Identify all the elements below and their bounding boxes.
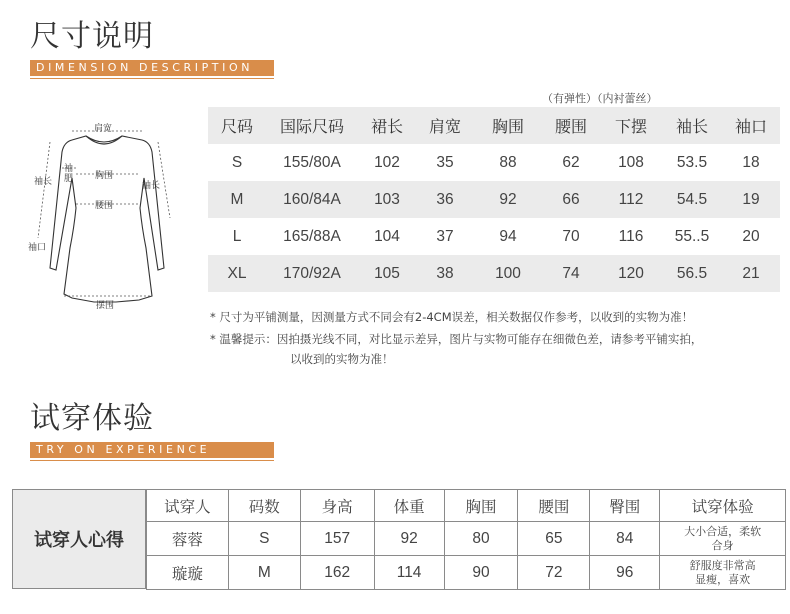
tryon-table-wrap [12, 489, 786, 589]
size-cell: 120 [600, 255, 662, 292]
tryon-title: 试穿体验 [30, 401, 154, 436]
tryon-cell-name: 璇璇 [147, 556, 229, 590]
tryon-cell-weight: 114 [374, 556, 444, 590]
size-header-cell: 袖长 [662, 107, 722, 144]
size-cell: 88 [499, 153, 517, 171]
tryon-cell-chest: 90 [444, 556, 518, 590]
size-cell: 160/84A [266, 181, 358, 218]
tryon-header-cell: 体重 [374, 490, 444, 522]
size-cell: 170/92A [266, 255, 358, 292]
size-cell: M [208, 181, 266, 218]
size-header-cell: 腰围 [542, 107, 600, 144]
size-cell: 165/88A [283, 227, 341, 245]
tryon-feel-line: 合身 [711, 539, 734, 552]
size-cell: 19 [722, 181, 780, 218]
size-cell: XL [208, 255, 266, 292]
tryon-row-1 [147, 522, 786, 556]
sleeve-fat-label: 袖肥 [64, 164, 74, 184]
size-row-s [208, 144, 780, 181]
size-cell: 18 [742, 153, 760, 171]
tryon-feel-line: 大小合适，柔软 [684, 525, 762, 538]
size-header-cell: 裙长 [358, 107, 416, 144]
size-cell: 36 [416, 181, 474, 218]
tryon-cell-feel [660, 522, 786, 556]
size-cell: 116 [618, 227, 644, 245]
sleeve-length-label-right: 袖长 [142, 181, 161, 191]
color-note-line2: 以收到的实物为准！ [290, 352, 394, 366]
tryon-cell-height: 162 [300, 556, 374, 590]
size-row-xl [208, 255, 780, 292]
tryon-subtitle-bar: TRY ON EXPERIENCE [30, 442, 274, 458]
elastic-note: （有弹性）（内衬蕾丝） [542, 92, 658, 105]
measurement-note: * 尺寸为平铺测量，因测量方式不同会有2-4CM误差，相关数据仅作参考，以收到的实物为准！ [210, 310, 694, 324]
size-header-cell: 尺码 [208, 107, 266, 144]
tryon-underline [30, 460, 274, 461]
size-cell: 54.5 [662, 181, 722, 218]
tryon-side-label: 试穿人心得 [12, 489, 146, 589]
tryon-cell-feel [660, 556, 786, 590]
size-cell: S [231, 153, 243, 171]
size-cell: 55..5 [674, 227, 710, 245]
tryon-header-cell: 胸围 [444, 490, 518, 522]
size-header-cell: 国际尺码 [266, 107, 358, 144]
size-cell: L [232, 227, 242, 245]
size-cell: 103 [358, 181, 416, 218]
dimension-underline [30, 78, 274, 79]
tryon-cell-waist: 65 [518, 522, 590, 556]
tryon-cell-waist: 72 [518, 556, 590, 590]
dress-outline-svg [24, 118, 204, 318]
size-cell: 94 [499, 227, 517, 245]
sleeve-length-label-left: 袖长 [34, 177, 53, 187]
size-table [208, 107, 780, 292]
dress-diagram [24, 118, 204, 318]
tryon-cell-chest: 80 [444, 522, 518, 556]
waist-label: 腰围 [95, 201, 114, 211]
tryon-cell-hip: 96 [590, 556, 660, 590]
size-cell: 102 [374, 153, 400, 171]
size-cell: 62 [562, 153, 580, 171]
size-cell: 35 [436, 153, 454, 171]
size-cell: 108 [618, 153, 644, 171]
cuff-label: 袖口 [28, 243, 47, 253]
size-row-m [208, 181, 780, 218]
size-cell: 104 [374, 227, 400, 245]
size-cell: 38 [416, 255, 474, 292]
tryon-cell-size: S [228, 522, 300, 556]
tryon-cell-hip: 84 [590, 522, 660, 556]
tryon-header-cell: 臀围 [590, 490, 660, 522]
size-table-header-row [208, 107, 780, 144]
tryon-row-2 [147, 556, 786, 590]
tryon-feel-line: 显瘦，喜欢 [695, 573, 751, 586]
size-cell: 66 [542, 181, 600, 218]
size-header-cell: 下摆 [600, 107, 662, 144]
size-cell: 74 [542, 255, 600, 292]
tryon-header-row [147, 490, 786, 522]
size-cell: 37 [436, 227, 454, 245]
tryon-header-cell: 身高 [300, 490, 374, 522]
size-cell: 155/80A [283, 153, 341, 171]
tryon-cell-size: M [228, 556, 300, 590]
size-cell: 53.5 [676, 153, 708, 171]
tryon-cell-name: 蓉蓉 [147, 522, 229, 556]
tryon-header-cell: 腰围 [518, 490, 590, 522]
tryon-feel-line: 舒服度非常高 [689, 559, 756, 572]
size-cell: 21 [722, 255, 780, 292]
tryon-cell-weight: 92 [374, 522, 444, 556]
tryon-cell-height: 157 [300, 522, 374, 556]
dimension-title: 尺寸说明 [30, 19, 154, 54]
tryon-header-cell: 试穿人 [147, 490, 229, 522]
tryon-header-cell: 码数 [228, 490, 300, 522]
size-cell: 112 [600, 181, 662, 218]
size-cell: 56.5 [662, 255, 722, 292]
color-note-line1: * 温馨提示：因拍摄光线不同，对比显示差异，图片与实物可能存在细微色差，请参考平铺实拍， [210, 332, 703, 346]
dimension-subtitle-bar: DIMENSION DESCRIPTION [30, 60, 274, 76]
size-row-l [208, 218, 780, 255]
chest-label: 胸围 [95, 171, 114, 181]
shoulder-label: 肩宽 [94, 124, 113, 134]
size-header-cell: 袖口 [722, 107, 780, 144]
size-cell: 70 [562, 227, 580, 245]
hem-label: 摆围 [96, 301, 115, 311]
size-cell: 105 [358, 255, 416, 292]
tryon-header-cell: 试穿体验 [660, 490, 786, 522]
tryon-table [146, 489, 786, 590]
size-cell: 100 [474, 255, 542, 292]
size-header-cell: 胸围 [474, 107, 542, 144]
size-cell: 20 [742, 227, 760, 245]
size-cell: 92 [474, 181, 542, 218]
size-header-cell: 肩宽 [416, 107, 474, 144]
